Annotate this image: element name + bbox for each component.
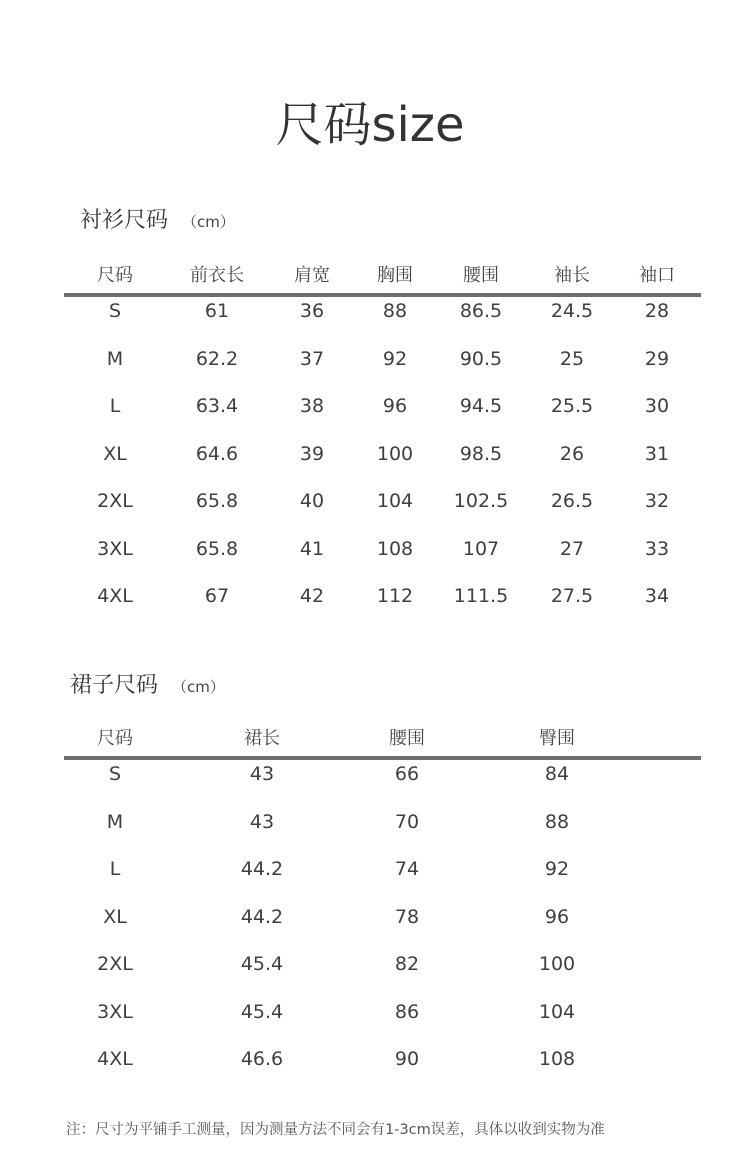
measurement-cell: 86 [394, 1000, 420, 1023]
shirt-size-table [64, 257, 701, 630]
measurement-cell: 90 [394, 1048, 420, 1070]
measurement-cell: 96 [544, 905, 570, 928]
measurement-cell: 90.5 [459, 347, 503, 370]
measurement-cell: 70 [394, 810, 420, 833]
measurement-cell: 24.5 [550, 300, 594, 322]
column-header: 袖口 [639, 265, 675, 286]
table-row [64, 760, 701, 808]
measurement-cell: 26 [559, 442, 585, 465]
measurement-cell: 46.6 [240, 1048, 284, 1070]
measurement-cell: 78 [394, 905, 420, 928]
skirt-unit: （cm） [172, 678, 225, 696]
measurement-cell: 107 [462, 537, 500, 560]
measurement-cell: 45.4 [240, 1000, 284, 1023]
measurement-cell: 33 [644, 537, 670, 560]
shirt-unit: （cm） [182, 213, 235, 231]
column-header: 尺码 [97, 265, 133, 286]
table-row [64, 808, 701, 856]
table-row [64, 1045, 701, 1093]
measurement-cell: 29 [644, 347, 670, 370]
measurement-cell: 37 [299, 347, 325, 370]
table-row [64, 345, 701, 393]
table-row [64, 392, 701, 440]
column-header: 胸围 [377, 265, 413, 286]
measurement-cell: 102.5 [453, 490, 509, 512]
measurement-cell: 65.8 [195, 490, 239, 512]
column-header: 腰围 [463, 265, 499, 286]
measurement-cell: 67 [204, 585, 230, 607]
measurement-cell: 43 [249, 810, 275, 833]
column-header: 肩宽 [294, 265, 330, 286]
measurement-cell: 88 [544, 810, 570, 833]
measurement-cell: 25.5 [550, 395, 594, 417]
size-label: 3XL [97, 537, 133, 560]
size-label: 4XL [97, 1048, 133, 1070]
measurement-cell: 44.2 [240, 858, 284, 880]
column-header: 腰围 [389, 728, 425, 749]
measurement-cell: 96 [382, 395, 408, 417]
table-row [64, 297, 701, 345]
measurement-cell: 65.8 [195, 537, 239, 560]
measurement-cell: 61 [204, 300, 230, 322]
measurement-cell: 27.5 [550, 585, 594, 607]
size-label: 3XL [97, 1000, 133, 1023]
measurement-cell: 88 [382, 300, 408, 322]
column-header: 尺码 [97, 728, 133, 749]
measurement-cell: 111.5 [453, 585, 509, 607]
measurement-cell: 45.4 [240, 953, 284, 975]
measurement-cell: 108 [538, 1048, 576, 1070]
measurement-cell: 104 [538, 1000, 576, 1023]
measurement-cell: 40 [299, 490, 325, 512]
measurement-cell: 74 [394, 858, 420, 880]
column-header: 裙长 [244, 728, 280, 749]
measurement-cell: 32 [644, 490, 670, 512]
size-label: M [106, 347, 124, 370]
table-row [64, 950, 701, 998]
skirt-title-text: 裙子尺码 [70, 673, 159, 698]
size-label: 2XL [97, 490, 133, 512]
measurement-cell: 38 [299, 395, 325, 417]
measurement-cell: 26.5 [550, 490, 594, 512]
measurement-cell: 39 [299, 442, 325, 465]
table-row [64, 487, 701, 535]
size-label: S [108, 763, 122, 785]
measurement-cell: 94.5 [459, 395, 503, 417]
measurement-cell: 100 [376, 442, 414, 465]
column-header: 袖长 [554, 265, 590, 286]
skirt-section-title [70, 668, 225, 699]
skirt-size-table [64, 720, 701, 1093]
measurement-cell: 92 [382, 347, 408, 370]
measurement-cell: 112 [376, 585, 414, 607]
table-row [64, 998, 701, 1046]
table-row [64, 903, 701, 951]
measurement-cell: 34 [644, 585, 670, 607]
measurement-cell: 66 [394, 763, 420, 785]
page-title: 尺码size [275, 97, 465, 153]
size-label: L [109, 395, 121, 417]
measurement-cell: 98.5 [459, 442, 503, 465]
measurement-cell: 108 [376, 537, 414, 560]
measurement-cell: 62.2 [195, 347, 239, 370]
table-row [64, 582, 701, 630]
size-label: XL [103, 905, 127, 928]
table-header-row [64, 720, 701, 756]
shirt-section-title [80, 203, 235, 234]
size-label: L [109, 858, 121, 880]
column-header: 臀围 [539, 728, 575, 749]
measurement-cell: 25 [559, 347, 585, 370]
size-label: XL [103, 442, 127, 465]
size-label: 4XL [97, 585, 133, 607]
measurement-cell: 82 [394, 953, 420, 975]
measurement-cell: 42 [299, 585, 325, 607]
size-label: 2XL [97, 953, 133, 975]
measurement-cell: 28 [644, 300, 670, 322]
measurement-cell: 100 [538, 953, 576, 975]
measurement-cell: 30 [644, 395, 670, 417]
table-row [64, 535, 701, 583]
size-label: M [106, 810, 124, 833]
measurement-cell: 31 [644, 442, 670, 465]
table-row [64, 440, 701, 488]
measurement-cell: 104 [376, 490, 414, 512]
measurement-cell: 43 [249, 763, 275, 785]
measurement-cell: 84 [544, 763, 570, 785]
measurement-cell: 36 [299, 300, 325, 322]
measurement-cell: 27 [559, 537, 585, 560]
size-label: S [108, 300, 122, 322]
measurement-cell: 44.2 [240, 905, 284, 928]
measurement-note: 注：尺寸为平铺手工测量，因为测量方法不同会有1-3cm误差，具体以收到实物为准 [66, 1122, 605, 1138]
measurement-cell: 92 [544, 858, 570, 880]
shirt-title-text: 衬衫尺码 [80, 208, 169, 233]
measurement-cell: 63.4 [195, 395, 239, 417]
measurement-cell: 41 [299, 537, 325, 560]
table-row [64, 855, 701, 903]
column-header: 前衣长 [190, 265, 244, 286]
measurement-cell: 64.6 [195, 442, 239, 465]
measurement-cell: 86.5 [459, 300, 503, 322]
table-header-row [64, 257, 701, 293]
